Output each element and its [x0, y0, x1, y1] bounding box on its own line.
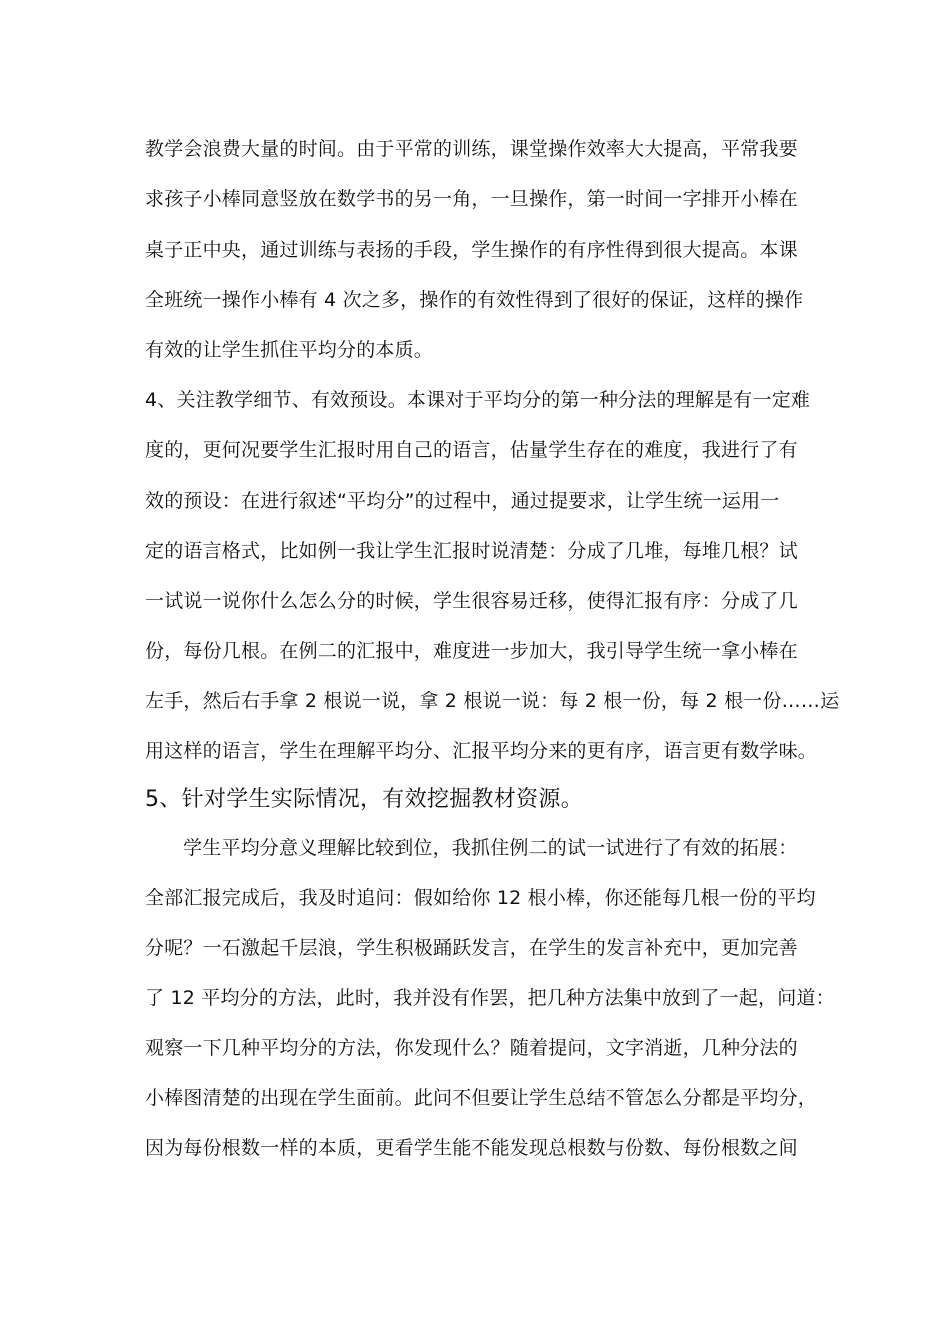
paragraph-line: 左手，然后右手拿 2 根说一说，拿 2 根说一说：每 2 根一份，每 2 根一份……运	[145, 690, 840, 712]
paragraph-line: 桌子正中央，通过训练与表扬的手段，学生操作的有序性得到很大提高。本课	[145, 239, 798, 261]
paragraph-line: 分呢？一石激起千层浪，学生积极踊跃发言，在学生的发言补充中，更加完善	[145, 937, 798, 959]
paragraph-line: 份，每份几根。在例二的汇报中，难度进一步加大，我引导学生统一拿小棒在	[145, 640, 798, 662]
section-heading: 5、针对学生实际情况，有效挖掘教材资源。	[145, 787, 583, 812]
paragraph-line: 因为每份根数一样的本质，更看学生能不能发现总根数与份数、每份根数之间	[145, 1137, 798, 1159]
paragraph-line: 教学会浪费大量的时间。由于平常的训练，课堂操作效率大大提高，平常我要	[145, 138, 798, 160]
paragraph-line: 观察一下几种平均分的方法，你发现什么？随着提问，文字消逝，几种分法的	[145, 1037, 798, 1059]
paragraph-line: 用这样的语言，学生在理解平均分、汇报平均分来的更有序，语言更有数学味。	[145, 740, 818, 762]
paragraph-line: 学生平均分意义理解比较到位，我抓住例二的试一试进行了有效的拓展：	[183, 837, 798, 859]
paragraph-line: 求孩子小棒同意竖放在数学书的另一角，一旦操作，第一时间一字排开小棒在	[145, 188, 798, 210]
paragraph-line: 全班统一操作小棒有 4 次之多，操作的有效性得到了很好的保证，这样的操作	[145, 289, 804, 311]
paragraph-line: 效的预设：在进行叙述“平均分”的过程中，通过提要求，让学生统一运用一	[145, 490, 780, 512]
paragraph-line: 定的语言格式，比如例一我让学生汇报时说清楚：分成了几堆，每堆几根？试	[145, 540, 798, 562]
paragraph-line: 度的，更何况要学生汇报时用自己的语言，估量学生存在的难度，我进行了有	[145, 439, 798, 461]
paragraph-line: 全部汇报完成后，我及时追问：假如给你 12 根小棒，你还能每几根一份的平均	[145, 887, 816, 909]
paragraph-line: 有效的让学生抓住平均分的本质。	[145, 339, 434, 361]
paragraph-line: 小棒图清楚的出现在学生面前。此问不但要让学生总结不管怎么分都是平均分，	[145, 1087, 818, 1109]
paragraph-line: 了 12 平均分的方法，此时，我并没有作罢，把几种方法集中放到了一起，问道：	[145, 987, 835, 1009]
paragraph-line: 4、关注教学细节、有效预设。本课对于平均分的第一种分法的理解是有一定难	[145, 389, 811, 411]
paragraph-line: 一试说一说你什么怎么分的时候，学生很容易迁移，使得汇报有序：分成了几	[145, 590, 798, 612]
